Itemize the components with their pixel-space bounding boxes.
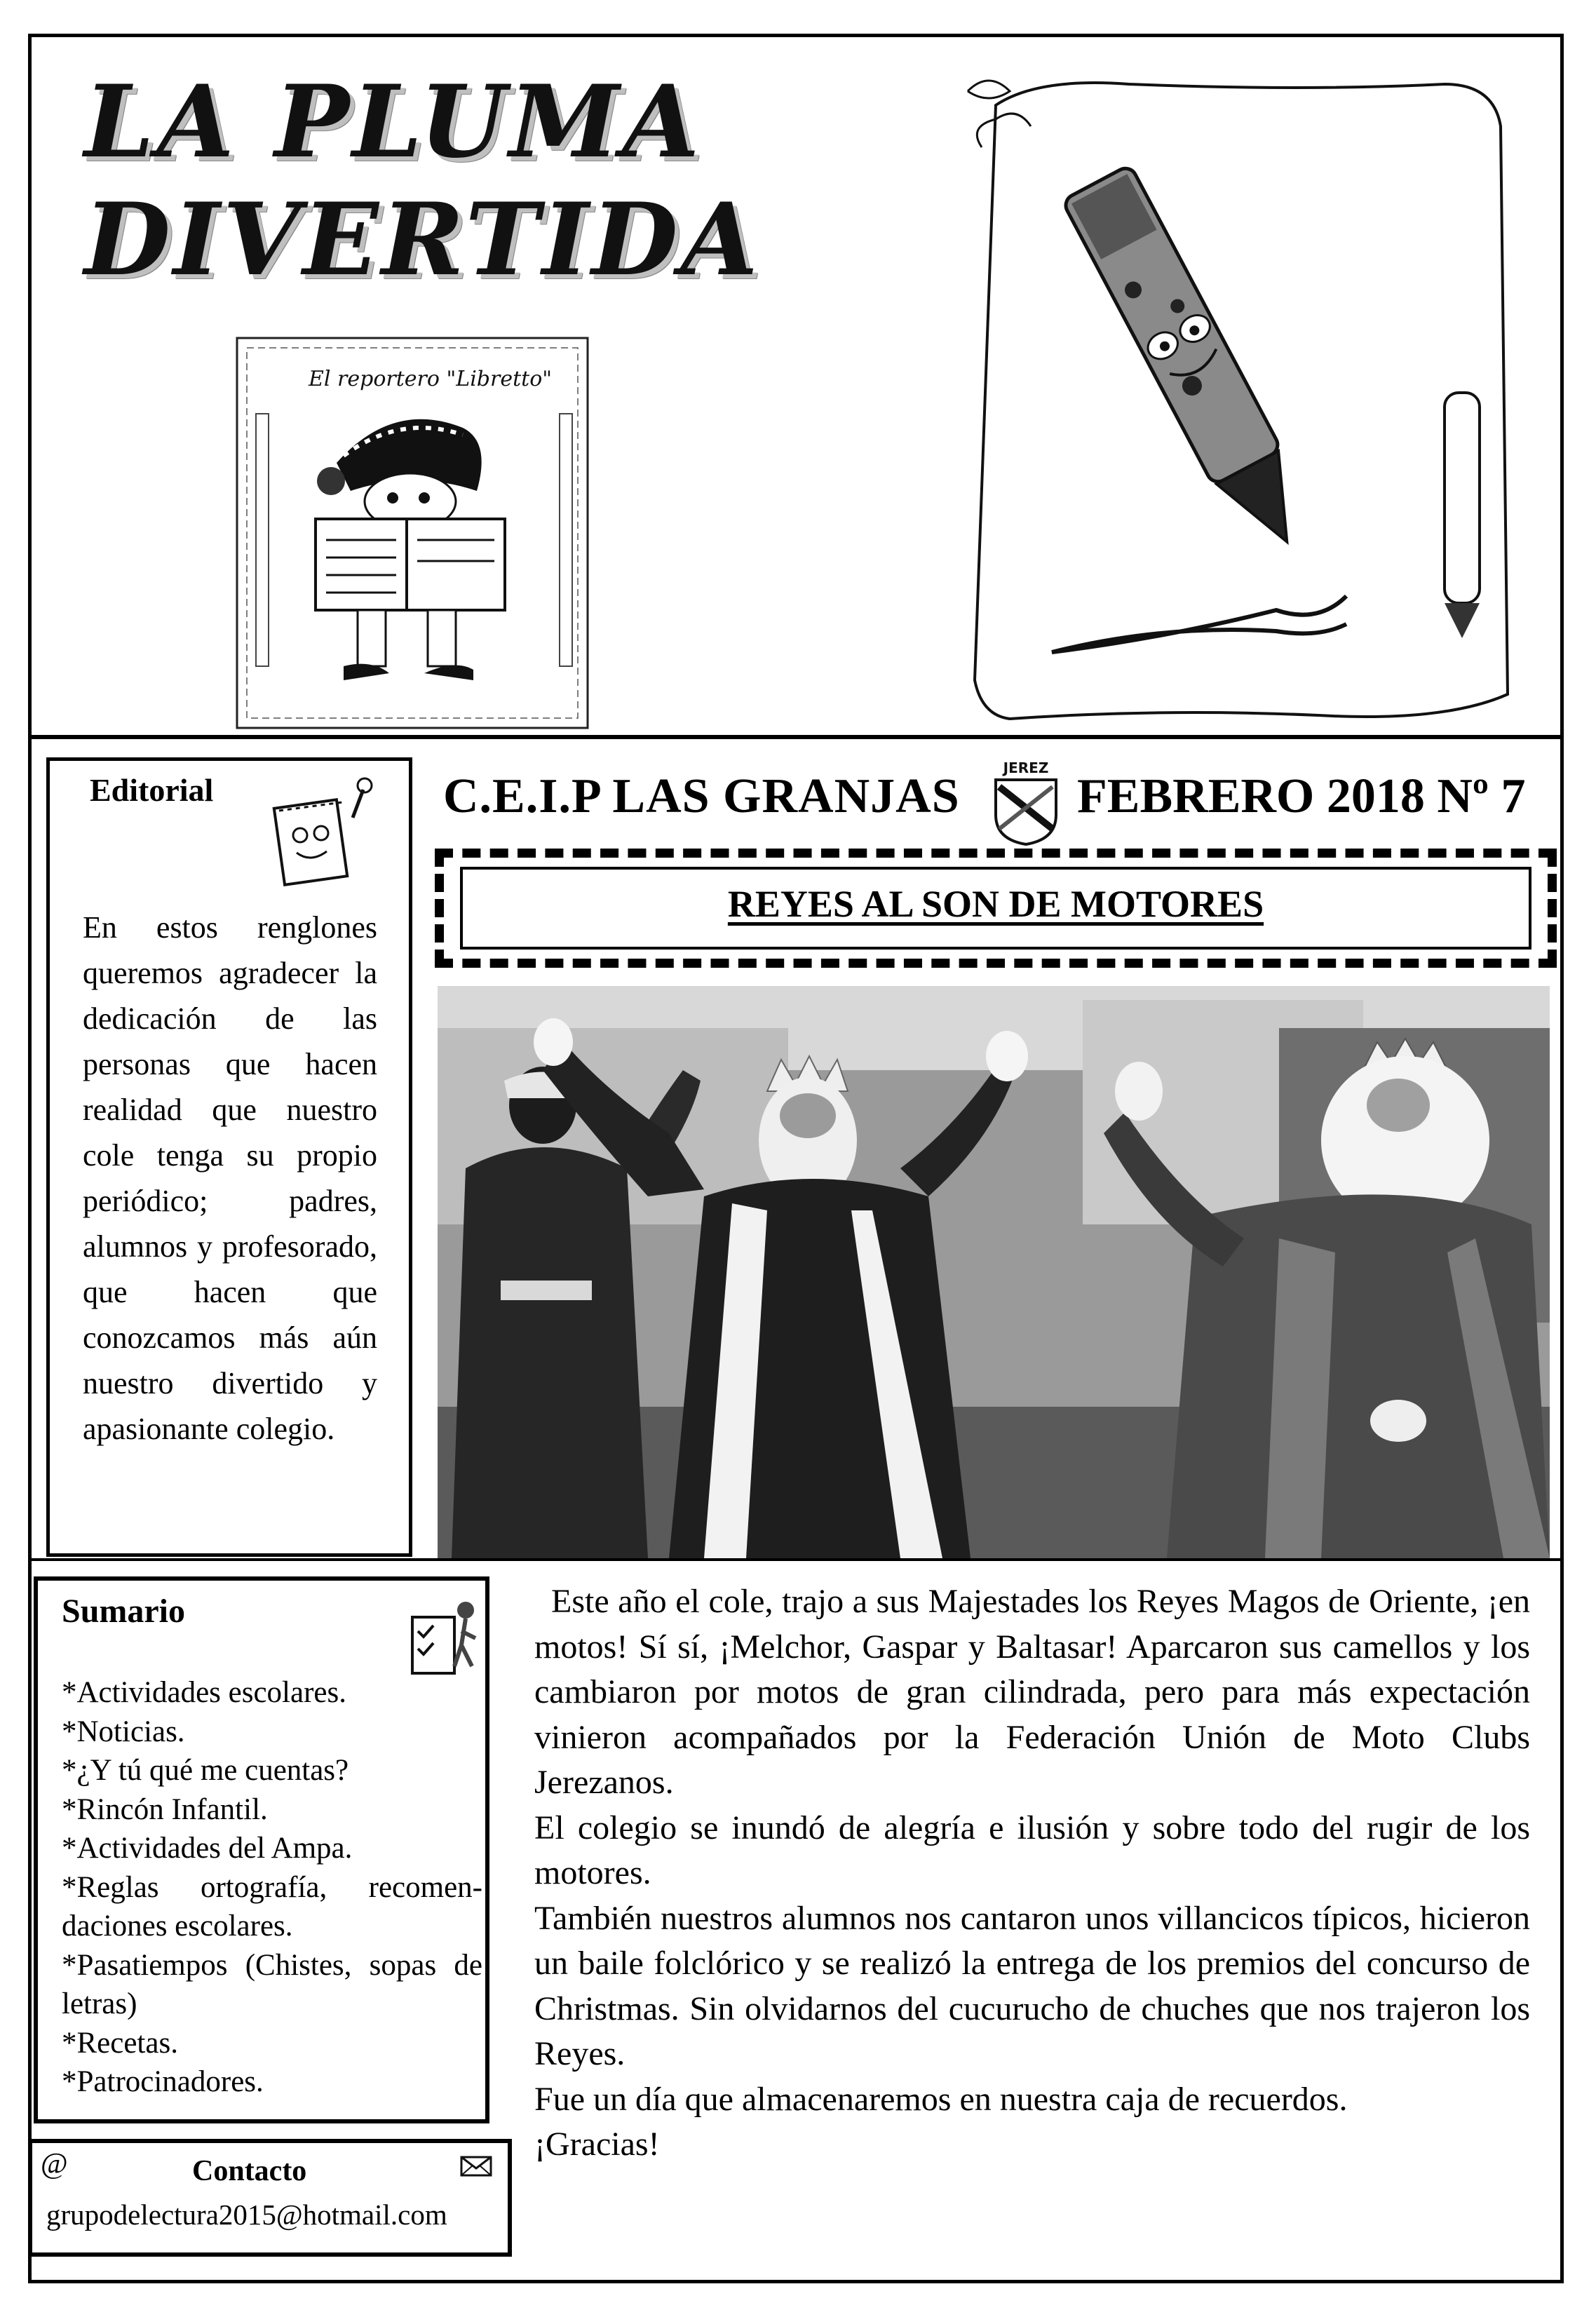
sumario-item: *Recetas.: [62, 2026, 178, 2060]
masthead-title-line1: LA PLUMA: [84, 64, 703, 180]
article-paragraph: También nuestros alumnos nos cantaron unos villancicos típicos, hicieron un baile folclórico y se realizó la entrega de los premios del concurso de Christmas. Sin olvidarnos del cucurucho de chuches que nos trajeron los Reyes.: [534, 1899, 1530, 2072]
editorial-title: Editorial: [90, 772, 214, 808]
sumario-item: *Patrocinadores.: [62, 2065, 264, 2098]
sumario-item: *Rincón Infantil.: [62, 1792, 268, 1826]
notebook-icon: [258, 769, 388, 895]
reporter-illustration: [231, 330, 596, 736]
three-kings-photo: [438, 986, 1550, 1558]
article-paragraph: El colegio se inundó de alegría e ilusión y sobre todo del rugir de los motores.: [534, 1809, 1530, 1891]
sumario-item: *Actividades del Ampa.: [62, 1832, 353, 1865]
school-name: C.E.I.P LAS GRANJAS: [443, 769, 960, 823]
contact-email[interactable]: grupodelectura2015@hotmail.com: [46, 2198, 447, 2231]
article-paragraph: Este año el cole, trajo a sus Majestades los Reyes Magos de Oriente, ¡en motos! Sí sí, ¡Melchor, Gaspar y Baltasar! Aparcaron sus camellos y los cambiaron por motos de gran cilindrada, pero para más expectación vinieron acompañados por la Federación Unión de Moto Clubs Jerezanos.: [534, 1583, 1530, 1801]
content-divider: [28, 1558, 1564, 1561]
masthead-title: [84, 63, 891, 299]
pen-illustration: [954, 63, 1536, 736]
checklist-icon: [405, 1589, 481, 1677]
masthead-title-line2: DIVERTIDA: [84, 182, 761, 298]
sumario-item: *¿Y tú qué me cuentas?: [62, 1754, 349, 1787]
sumario-list: [62, 1673, 482, 2102]
article-paragraph: ¡Gracias!: [534, 2126, 660, 2163]
envelope-icon: [460, 2156, 492, 2177]
issue-date: FEBRERO 2018 Nº 7: [1077, 769, 1526, 823]
sumario-item: *Reglas ortografía, recomendaciones escolares.: [62, 1870, 482, 1943]
at-icon: @: [41, 2148, 68, 2180]
reporter-caption: El reportero "Libretto": [309, 367, 553, 391]
sumario-item: *Noticias.: [62, 1715, 185, 1748]
article-body: [534, 1579, 1530, 2168]
jerez-crest-icon: [989, 759, 1063, 847]
article-paragraph: Fue un día que almacenaremos en nuestra caja de recuerdos.: [534, 2080, 1348, 2118]
sumario-item: *Pasatiempos (Chistes, sopas de letras): [62, 1948, 482, 2020]
sumario-title: Sumario: [62, 1593, 186, 1630]
contact-title: Contacto: [192, 2155, 307, 2187]
editorial-text: En estos renglones queremos agradecer la dedicación de las personas que hacen realidad que nuestro cole tenga su propio periódico; padres, alumnos y profesorado, que hacen que conozcamos más aún nuestro divertido y apasionante colegio.: [83, 910, 377, 1446]
crest-label: JEREZ: [1003, 759, 1049, 776]
headline: REYES AL SON DE MOTORES: [727, 883, 1264, 925]
sumario-item: *Actividades escolares.: [62, 1676, 346, 1709]
